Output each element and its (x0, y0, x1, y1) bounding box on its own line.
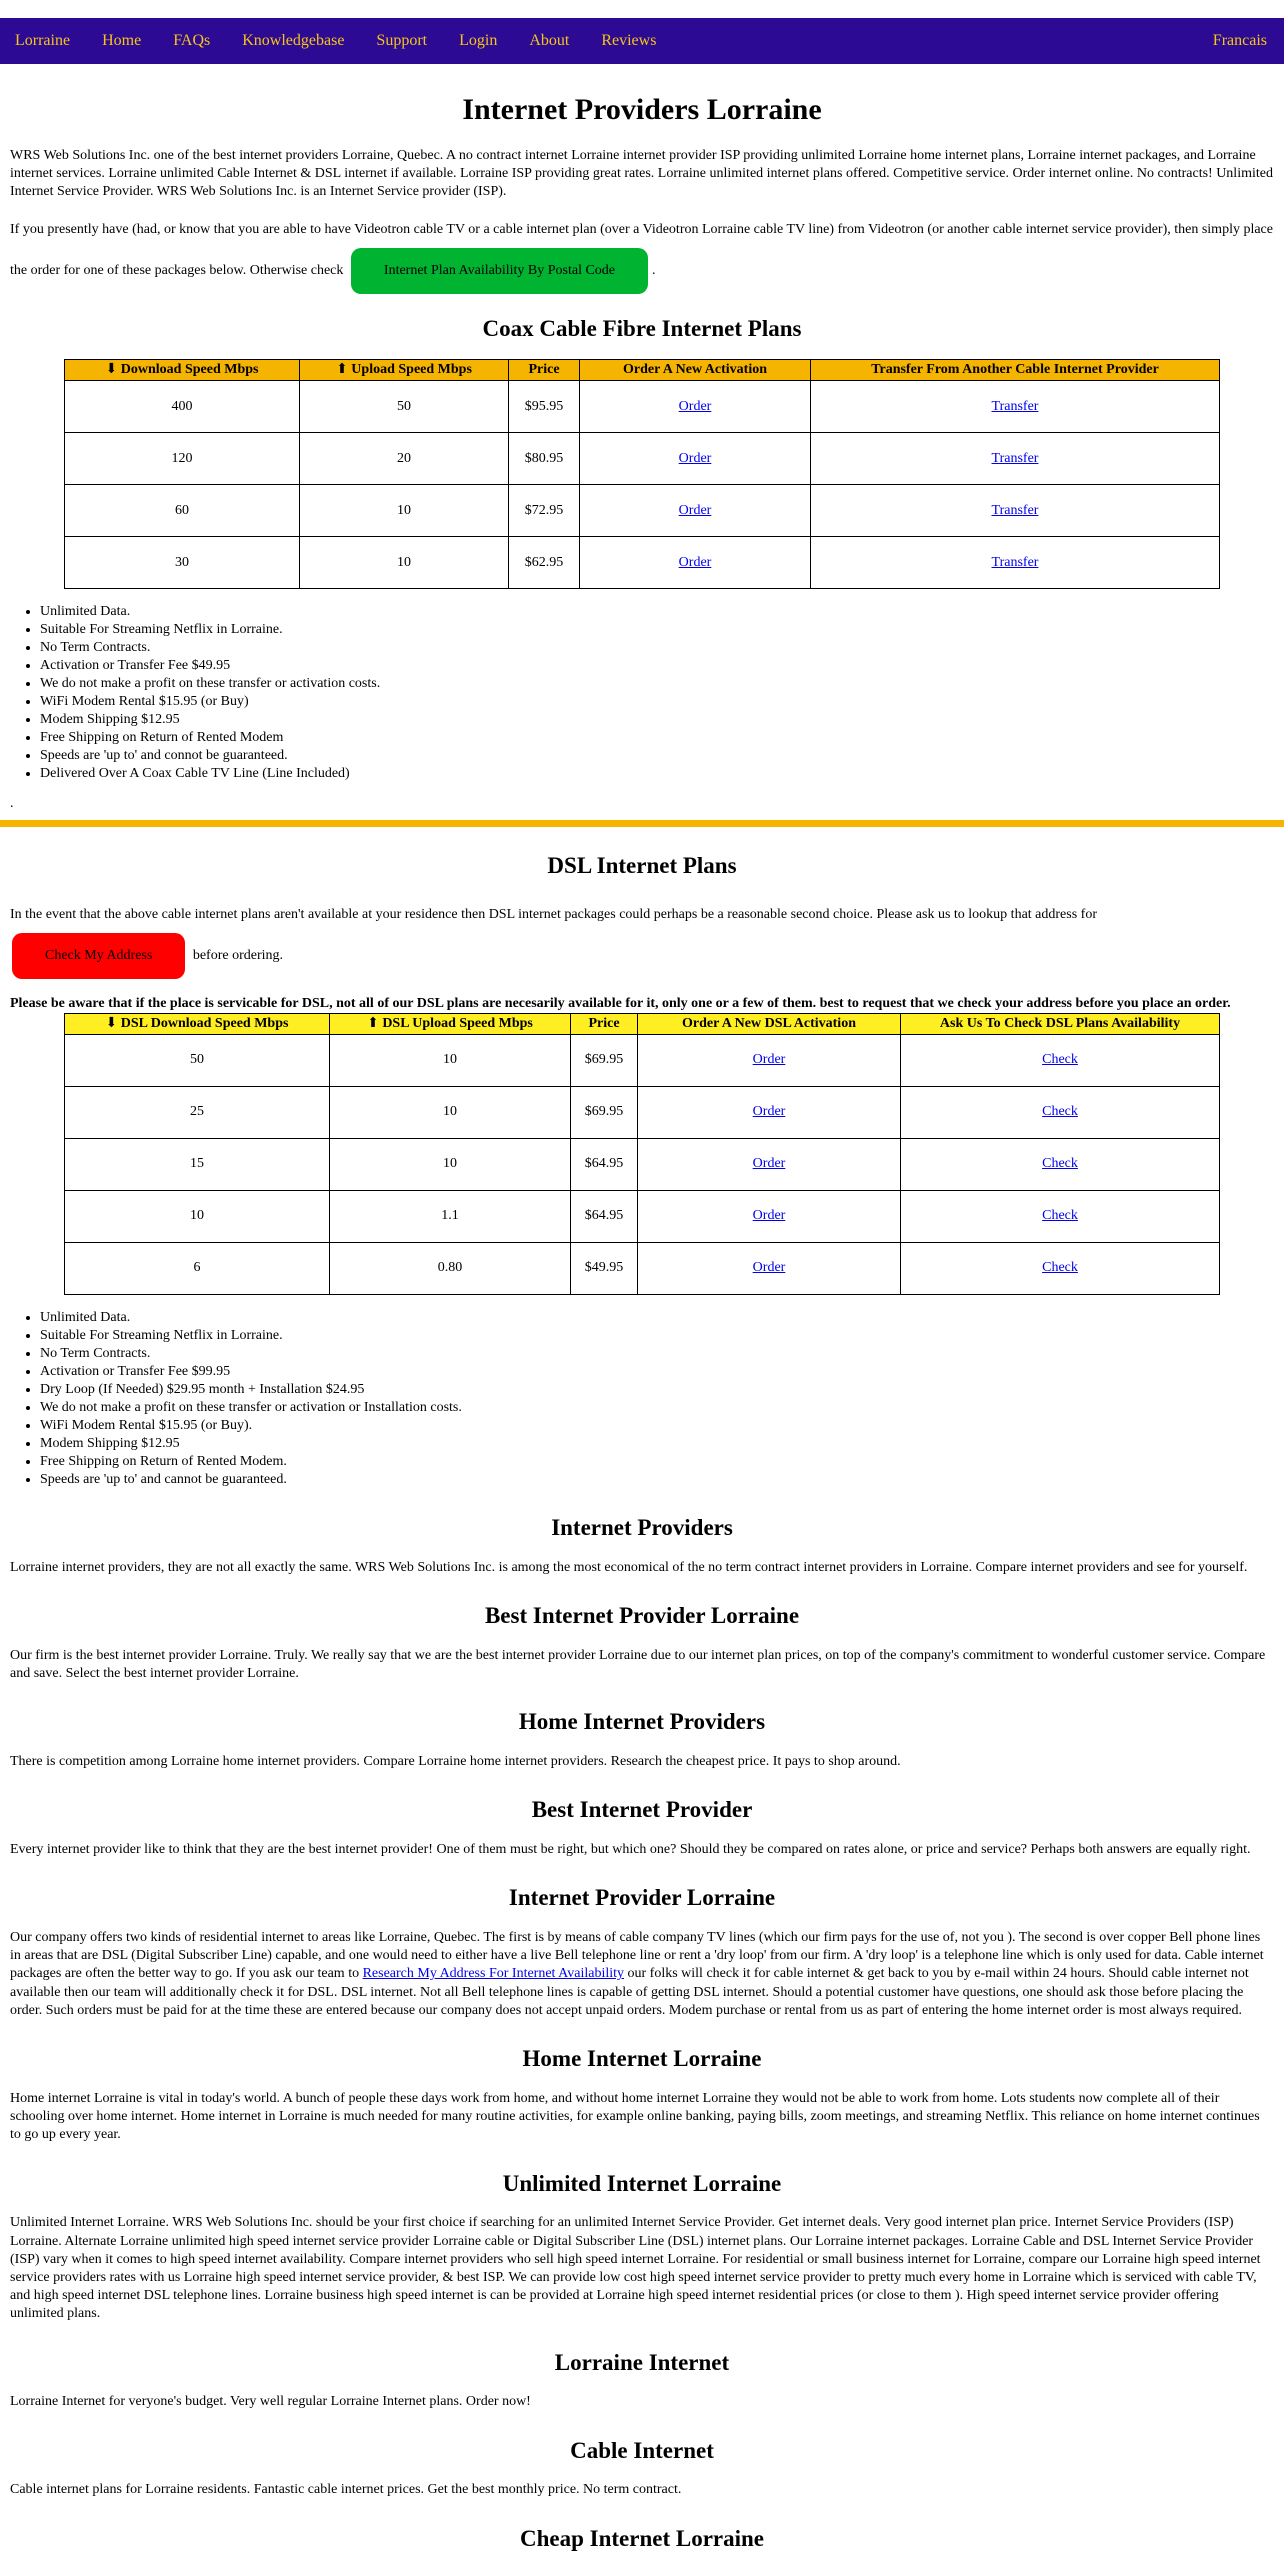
section-paragraph (10, 1929, 1274, 2020)
cable-download-cell: 400 (65, 381, 300, 433)
provider-text-before: Our company offers two kinds of residential internet to areas like Lorraine, Quebec. The first is by means of cable company TV lines (which our firm pays for the use of, not you ). The second is over copper Bell phone lines in areas that are DSL (Digital Subscriber Line) capable, and one would need to either have a live Bell telephone line or rent a 'dry loop' from our firm. A 'dry loop' is a telephone line which is only used for data. Cable internet packages are often the better way to go. If you ask our team to (10, 1930, 1264, 1982)
dsl-header-price: Price (571, 1013, 638, 1034)
cable-price-cell: $80.95 (509, 433, 580, 485)
dsl-check-link[interactable]: Check (1042, 1208, 1078, 1224)
dsl-check-link[interactable]: Check (1042, 1260, 1078, 1276)
section-heading: Internet Providers (551, 1514, 733, 1540)
list-item: • Activation or Transfer Fee $49.95 (40, 657, 1284, 675)
cable-price-cell: $95.95 (509, 381, 580, 433)
list-item: • Suitable For Streaming Netflix in Lorraine. (40, 621, 1284, 639)
list-item: • Activation or Transfer Fee $99.95 (40, 1363, 1284, 1381)
cable-order-cell (580, 381, 811, 433)
list-item: • Modem Shipping $12.95 (40, 1435, 1284, 1453)
main-content (0, 64, 1284, 2570)
table-row (65, 1138, 1220, 1190)
list-item: • No Term Contracts. (40, 639, 1284, 657)
cable-order-link[interactable]: Order (678, 398, 712, 414)
list-item: • No Term Contracts. (40, 1345, 1284, 1363)
section-heading: Unlimited Internet Lorraine (502, 2170, 782, 2196)
cable-header-order: Order A New Activation (580, 360, 811, 381)
research-my-address-link[interactable]: Research My Address For Internet Availability (362, 1966, 624, 1982)
dsl-check-cell (901, 1190, 1220, 1242)
dsl-order-link[interactable]: Order (752, 1260, 786, 1276)
list-item: • We do not make a profit on these transfer or activation costs. (40, 675, 1284, 693)
cable-download-cell: 120 (65, 433, 300, 485)
table-row (65, 1190, 1220, 1242)
dsl-order-link[interactable]: Order (752, 1208, 786, 1224)
dsl-download-cell: 25 (65, 1086, 330, 1138)
dsl-order-cell (638, 1242, 901, 1294)
section-paragraph: Cable internet plans for Lorraine residents. Fantastic cable internet prices. Get the best monthly price. No term contract. (10, 2482, 682, 2498)
dsl-price-cell: $64.95 (571, 1190, 638, 1242)
dsl-check-cell (901, 1138, 1220, 1190)
videotron-text: If you presently have (had, or know that you are able to have Videotron cable TV or a cable internet plan (over a Videotron Lorraine cable TV line) from Videotron (or another cable internet service provider), then simply place the order for one of these packages below. Otherwise check (10, 221, 1273, 278)
dsl-price-cell: $49.95 (571, 1242, 638, 1294)
videotron-period: . (652, 262, 656, 278)
cable-header-transfer: Transfer From Another Cable Internet Provider (811, 360, 1220, 381)
list-item: • Free Shipping on Return of Rented Modem (40, 729, 1284, 747)
dsl-order-cell (638, 1138, 901, 1190)
list-item: • Suitable For Streaming Netflix in Lorraine. (40, 1327, 1284, 1345)
dsl-table-header-row (65, 1013, 1220, 1034)
cable-price-cell: $62.95 (509, 537, 580, 589)
list-item: • Unlimited Data. (40, 1309, 1284, 1327)
nav-support-link[interactable]: Support (376, 31, 428, 49)
intro-paragraph: WRS Web Solutions Inc. one of the best internet providers Lorraine, Quebec. A no contract internet Lorraine internet provider ISP providing unlimited Lorraine home internet plans, Lorraine internet packages, and Lorraine internet services. Lorraine unlimited Cable Internet & DSL internet if available. Lorraine ISP providing great rates. Lorraine unlimited internet plans offered. Competitive service. Order internet online. No contracts! Unlimited Internet Service Provider. WRS Web Solutions Inc. is an Internet Service provider (ISP). (10, 148, 1273, 200)
list-item: • WiFi Modem Rental $15.95 (or Buy) (40, 693, 1284, 711)
cable-order-link[interactable]: Order (678, 502, 712, 518)
table-row (65, 381, 1220, 433)
list-item: • WiFi Modem Rental $15.95 (or Buy). (40, 1417, 1284, 1435)
dsl-plans-heading: DSL Internet Plans (547, 852, 737, 878)
dsl-upload-cell: 10 (330, 1086, 571, 1138)
cable-transfer-link[interactable]: Transfer (991, 450, 1039, 466)
dsl-download-cell: 50 (65, 1034, 330, 1086)
cable-transfer-cell (811, 381, 1220, 433)
cable-after-dot: . (10, 796, 14, 812)
section-divider (0, 820, 1284, 827)
section-paragraph: Every internet provider like to think that they are the best internet provider! One of them must be right, but which one? Should they be compared on rates alone, or price and service? Perhaps both answers are equally right. (10, 1842, 1251, 1858)
section-paragraph: Our firm is the best internet provider Lorraine. Truly. We really say that we are the best internet provider Lorraine due to our internet plan prices, on top of the company's commitment to wonderful customer service. Compare and save. Select the best internet provider Lorraine. (10, 1647, 1266, 1681)
nav-lorraine-link[interactable]: Lorraine (15, 31, 71, 49)
page-title: Internet Providers Lorraine (462, 93, 822, 126)
list-item: • Speeds are 'up to' and cannot be guaranteed. (40, 1471, 1284, 1489)
section-paragraph: Lorraine Internet for veryone's budget. Very well regular Lorraine Internet plans. Order now! (10, 2394, 531, 2410)
dsl-download-cell: 15 (65, 1138, 330, 1190)
table-row (65, 1034, 1220, 1086)
provider-text-after: our folks will check it for cable internet & get back to you by e-mail within 24 hours. Should cable internet not available then our team will additionally check it for DSL. DSL internet. Not all Bell telephone lines is capable of getting DSL internet. Should a potential customer have questions, one should ask those before placing the order. Such orders must be paid for at the time these are entered because our company does not accept unpaid orders. Modem purchase or rental from us as part of entering the home internet order is most always required. (10, 1966, 1249, 2018)
dsl-header-upload: ⬆ DSL Upload Speed Mbps (330, 1013, 571, 1034)
section-heading: Home Internet Lorraine (522, 2046, 762, 2072)
table-row (65, 433, 1220, 485)
dsl-intro-text: In the event that the above cable internet plans aren't available at your residence then DSL internet packages could perhaps be a reasonable second choice. Please ask us to lookup that address for (10, 906, 1097, 922)
dsl-plans-table (64, 1013, 1220, 1295)
availability-by-postal-code-button[interactable]: Internet Plan Availability By Postal Code (351, 248, 648, 294)
table-row (65, 485, 1220, 537)
cable-header-upload: ⬆ Upload Speed Mbps (300, 360, 509, 381)
dsl-check-cell (901, 1242, 1220, 1294)
table-row (65, 1086, 1220, 1138)
list-item: • Modem Shipping $12.95 (40, 711, 1284, 729)
section-paragraph: Home internet Lorraine is vital in today's world. A bunch of people these days work from home, and without home internet Lorraine they would not be able to work from home. Lots students now complete all of their schooling over home internet. Home internet in Lorraine is much needed for many routine activities, for example online banking, paying bills, zoom meetings, and streaming Netflix. This reliance on home internet continues to go up every year. (10, 2090, 1260, 2143)
nav-about-link[interactable]: About (529, 31, 570, 49)
list-item: • Delivered Over A Coax Cable TV Line (Line Included) (40, 765, 1284, 783)
nav-faqs-link[interactable]: FAQs (173, 31, 211, 49)
cable-download-cell: 30 (65, 537, 300, 589)
top-navigation-bar (0, 18, 1284, 64)
cable-order-cell (580, 433, 811, 485)
cable-transfer-cell (811, 485, 1220, 537)
dsl-header-check: Ask Us To Check DSL Plans Availability (901, 1013, 1220, 1034)
list-item: • Speeds are 'up to' and connot be guaranteed. (40, 747, 1284, 765)
dsl-price-cell: $69.95 (571, 1086, 638, 1138)
section-heading: Best Internet Provider (531, 1797, 753, 1823)
cable-upload-cell: 10 (300, 485, 509, 537)
cable-transfer-cell (811, 433, 1220, 485)
dsl-order-cell (638, 1034, 901, 1086)
dsl-price-cell: $64.95 (571, 1138, 638, 1190)
dsl-order-cell (638, 1190, 901, 1242)
dsl-upload-cell: 1.1 (330, 1190, 571, 1242)
table-row (65, 1242, 1220, 1294)
list-item: • Free Shipping on Return of Rented Modem. (40, 1453, 1284, 1471)
cable-order-link[interactable]: Order (678, 450, 712, 466)
cable-transfer-link[interactable]: Transfer (991, 398, 1039, 414)
nav-knowledgebase-link[interactable]: Knowledgebase (242, 31, 345, 49)
cable-features-list (0, 603, 1284, 783)
dsl-header-download: ⬇ DSL Download Speed Mbps (65, 1013, 330, 1034)
dsl-price-cell: $69.95 (571, 1034, 638, 1086)
section-heading: Lorraine Internet (554, 2349, 730, 2375)
cable-order-cell (580, 537, 811, 589)
dsl-header-order: Order A New DSL Activation (638, 1013, 901, 1034)
dsl-upload-cell: 0.80 (330, 1242, 571, 1294)
list-item: • Unlimited Data. (40, 603, 1284, 621)
dsl-intro-paragraph (10, 897, 1274, 979)
dsl-features-list (0, 1309, 1284, 1489)
cable-transfer-link[interactable]: Transfer (991, 554, 1039, 570)
cable-download-cell: 60 (65, 485, 300, 537)
cable-header-price: Price (509, 360, 580, 381)
cable-table-header-row (65, 360, 1220, 381)
cable-price-cell: $72.95 (509, 485, 580, 537)
section-paragraph: There is competition among Lorraine home internet providers. Compare Lorraine home internet providers. Research the cheapest price. It pays to shop around. (10, 1753, 901, 1769)
cable-upload-cell: 20 (300, 433, 509, 485)
dsl-after-button-text: before ordering. (192, 947, 284, 963)
cable-header-download: ⬇ Download Speed Mbps (65, 360, 300, 381)
dsl-check-link[interactable]: Check (1042, 1156, 1078, 1172)
dsl-order-link[interactable]: Order (752, 1104, 786, 1120)
cable-order-cell (580, 485, 811, 537)
dsl-order-cell (638, 1086, 901, 1138)
list-item: • We do not make a profit on these transfer or activation or Installation costs. (40, 1399, 1284, 1417)
dsl-upload-cell: 10 (330, 1034, 571, 1086)
section-paragraph: Lorraine internet providers, they are not all exactly the same. WRS Web Solutions Inc. is among the most economical of the no term contract internet providers in Lorraine. Compare internet providers and see for yourself. (10, 1559, 1248, 1575)
cable-upload-cell: 50 (300, 381, 509, 433)
section-heading: Internet Provider Lorraine (508, 1885, 776, 1911)
nav-login-link[interactable]: Login (459, 31, 498, 49)
dsl-order-link[interactable]: Order (752, 1052, 786, 1068)
table-row (65, 537, 1220, 589)
cable-order-link[interactable]: Order (678, 554, 712, 570)
dsl-check-link[interactable]: Check (1042, 1104, 1078, 1120)
dsl-check-cell (901, 1086, 1220, 1138)
dsl-check-cell (901, 1034, 1220, 1086)
cable-plans-table (64, 359, 1220, 589)
nav-reviews-link[interactable]: Reviews (601, 31, 657, 49)
cable-transfer-cell (811, 537, 1220, 589)
cable-plans-heading: Coax Cable Fibre Internet Plans (482, 315, 802, 341)
nav-home-link[interactable]: Home (102, 31, 142, 49)
section-heading: Best Internet Provider Lorraine (484, 1602, 800, 1628)
dsl-download-cell: 6 (65, 1242, 330, 1294)
cable-upload-cell: 10 (300, 537, 509, 589)
nav-francais-link[interactable]: Francais (1212, 31, 1267, 49)
dsl-download-cell: 10 (65, 1190, 330, 1242)
videotron-paragraph (10, 212, 1274, 294)
section-heading: Cable Internet (570, 2437, 714, 2463)
list-item: • Dry Loop (If Needed) $29.95 month + Installation $24.95 (40, 1381, 1284, 1399)
dsl-availability-note: Please be aware that if the place is servicable for DSL, not all of our DSL plans are necesarily available for it, only one or a few of them. best to request that we check your address before you place an order. (10, 995, 1231, 1011)
section-heading: Home Internet Providers (518, 1709, 766, 1735)
section-heading: Cheap Internet Lorraine (519, 2525, 765, 2551)
dsl-upload-cell: 10 (330, 1138, 571, 1190)
dsl-order-link[interactable]: Order (752, 1156, 786, 1172)
dsl-check-link[interactable]: Check (1042, 1052, 1078, 1068)
cable-transfer-link[interactable]: Transfer (991, 502, 1039, 518)
section-paragraph: Unlimited Internet Lorraine. WRS Web Solutions Inc. should be your first choice if searching for an unlimited Internet Service Provider. Get internet deals. Very good internet plan price. Internet Service Providers (ISP) Lorraine. Alternate Lorraine unlimited high speed internet service provider Lorraine cable or Digital Subscriber Line (DSL) internet plans. Our Lorraine internet packages. Lorraine Cable and DSL Internet Service Provider (ISP) vary when it comes to high speed internet availability. Compare internet providers who sell high speed internet Lorraine. For residential or small business internet for Lorraine, compare our Lorraine high speed internet service providers rates with us Lorraine high speed internet service provider, & best ISP. We can provide low cost high speed internet service provider to pretty much every home in Lorraine which is serviced with cable TV, and high speed internet DSL telephone lines. Lorraine business high speed internet is can be provided at Lorraine high speed internet residential prices (or close to them ). High speed internet service provider offering unlimited plans. (10, 2215, 1261, 2322)
check-my-address-button[interactable]: Check My Address (12, 933, 185, 979)
